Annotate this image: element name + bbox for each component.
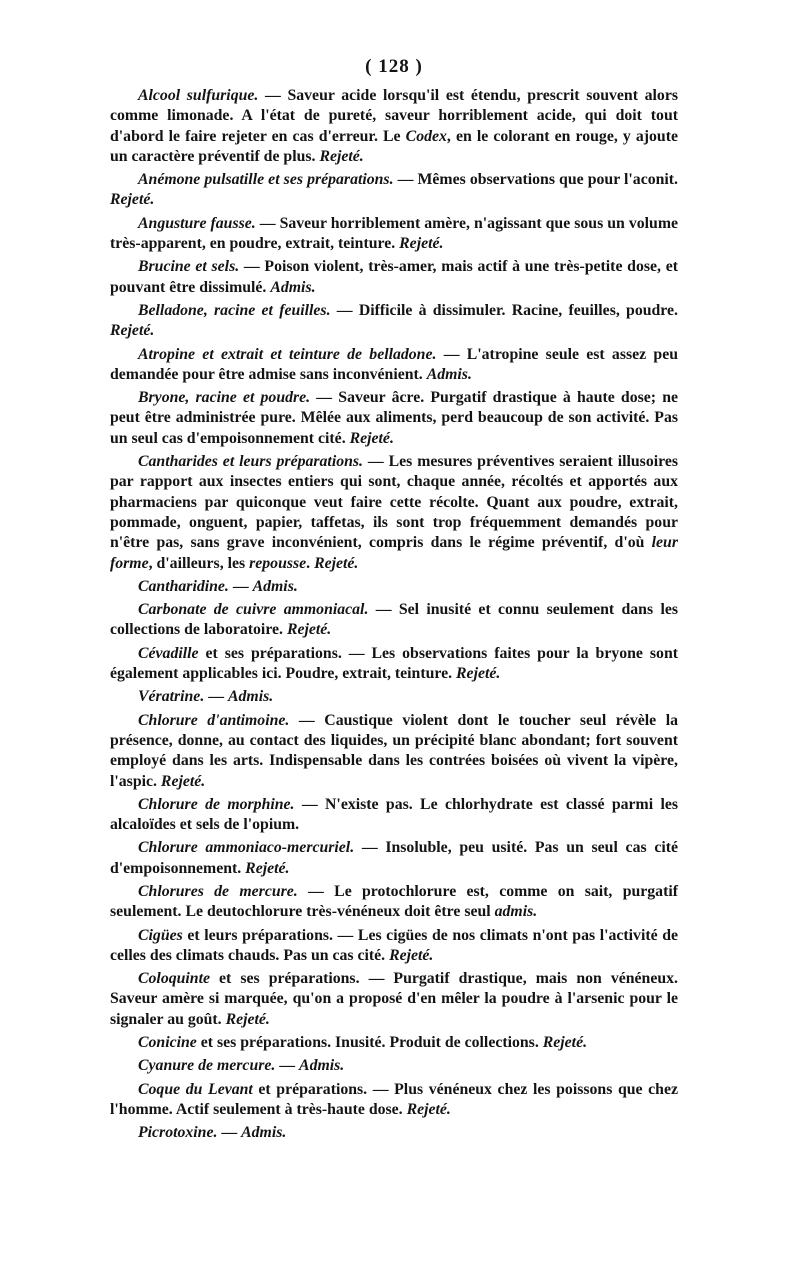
entry (110, 1080, 678, 1121)
entry-verdict: Rejeté. (225, 1010, 270, 1028)
entry (110, 214, 678, 255)
entry-verdict: Admis. (241, 1124, 287, 1142)
entry-verdict: Rejeté. (389, 946, 434, 964)
entry-text: — (275, 1057, 300, 1075)
entry (110, 838, 678, 879)
entry (110, 926, 678, 967)
entry (110, 577, 678, 597)
entries-list (110, 86, 678, 1144)
document-page (110, 56, 678, 1147)
entry-term: Carbonate de cuivre ammoniacal. (138, 601, 369, 619)
entry-term: Cyanure de mercure. (138, 1057, 276, 1075)
entry (110, 795, 678, 836)
entry-verdict: Rejeté. (314, 554, 359, 572)
entry-verdict: Admis. (299, 1057, 345, 1075)
entry-term: Cigües (138, 926, 183, 944)
entry-text: , d'ailleurs, les (148, 554, 250, 572)
entry-text: — (228, 577, 253, 595)
entry-term: Chlorure ammoniaco-mercuriel. (138, 839, 355, 857)
entry-text: — Sel inusité et connu seulement dans les collections de laboratoire. (110, 601, 678, 639)
entry-text: — (204, 688, 228, 706)
entry (110, 882, 678, 923)
entry-text: — N'existe pas. Le chlorhydrate est classé parmi les alcaloïdes et sels de l'opium. (110, 795, 678, 834)
entry-text: . (306, 554, 315, 572)
entry-verdict: Rejeté. (245, 859, 290, 877)
entry-text: — Difficile à dissimuler. Racine, feuilles, poudre. (330, 301, 678, 319)
entry-term: Atropine et extrait et teinture de belladone. (138, 345, 437, 363)
entry (110, 388, 678, 449)
entry (110, 711, 678, 792)
entry (110, 257, 678, 298)
entry-text: — Insoluble, peu usité. Pas un seul cas cité d'empoisonnement. (110, 839, 678, 877)
entry-text: et préparations. — Plus vénéneux chez les poissons que chez l'homme. Actif seulement à très-haute dose. (110, 1080, 678, 1118)
entry-verdict: Rejeté. (110, 191, 155, 209)
entry-term: Picrotoxine. (138, 1124, 218, 1142)
entry-text: et leurs préparations. — Les cigües de nos climats n'ont pas l'activité de celles des climats chauds. Pas un cas cité. (110, 926, 678, 964)
entry-verdict: Rejeté. (456, 665, 501, 683)
entry-term: Cantharidine. (138, 577, 229, 595)
entry-term: Cantharides et leurs préparations. (138, 453, 363, 471)
entry-verdict: Admis. (270, 278, 316, 296)
entry (110, 687, 678, 707)
entry-term: Angusture fausse. (138, 214, 256, 232)
entry-text: — Les mesures préventives seraient illusoires par rapport aux insectes entiers qui sont, chaque année, récoltés et apportés aux pharmaciens par quiconque veut faire cette récolte. Quant aux poudre, extrait, pommade, onguent, papier, taffetas, ils sont trop fréquemment demandés pour n'être pas, sans grave inconvénient, compris dans le régime préventif, d'où (110, 453, 678, 552)
entry-term: Cévadille (138, 644, 199, 662)
entry-term: Belladone, racine et feuilles. (138, 301, 331, 319)
entry (110, 644, 678, 685)
entry-text: — Saveur horriblement amère, n'agissant que sous un volume très-apparent, en poudre, extrait, teinture. (110, 214, 678, 253)
entry-text: — Poison violent, très-amer, mais actif à une très-petite dose, et pouvant être dissimulé. (110, 258, 678, 296)
entry-verdict: Admis. (227, 688, 274, 706)
entry-verdict: admis. (494, 903, 538, 921)
entry-text: — L'atropine seule est assez peu demandée pour être admise sans inconvénient. (110, 345, 678, 383)
entry-text: et ses préparations. — Purgatif drastique, mais non vénéneux. Saveur amère si marquée, qu'on a proposé d'en mêler la poudre à l'arsenic pour le signaler au goût. (110, 970, 678, 1028)
entry-term: Vératrine. (138, 688, 205, 706)
entry-italic: repousse (249, 554, 307, 572)
entry-verdict: Rejeté. (406, 1100, 451, 1118)
entry-term: Chlorure de morphine. (138, 795, 295, 813)
entry-verdict: Rejeté. (110, 322, 155, 340)
entry-italic: Codex (405, 127, 447, 145)
entry-term: Coque du Levant (138, 1080, 253, 1098)
entry-verdict: Rejeté. (542, 1034, 588, 1052)
entry-term: Bryone, racine et poudre. (138, 389, 311, 407)
entry-term: Alcool sulfurique. (138, 87, 259, 104)
entry-text: et ses préparations. — Les observations faites pour la bryone sont également applicables ici. Poudre, extrait, teinture. (110, 644, 678, 683)
entry (110, 86, 678, 167)
entry (110, 969, 678, 1030)
entry-italic: leur forme (110, 534, 678, 572)
entry (110, 1033, 678, 1053)
entry (110, 1056, 678, 1076)
entry (110, 170, 678, 211)
entry-verdict: Rejeté. (319, 147, 364, 165)
entry-term: Anémone pulsatille et ses préparations. (138, 171, 394, 189)
entry-text: — Caustique violent dont le toucher seul révèle la présence, donne, au contact des liquides, un précipité blanc abondant; fort souvent employé dans les arts. Indispensable dans les contrées boisées où vivent la vipère, l'aspic. (110, 711, 678, 790)
entry (110, 345, 678, 386)
entry-term: Chlorure d'antimoine. (138, 711, 290, 729)
entry-term: Brucine et sels. (138, 258, 240, 276)
entry-term: Chlorures de mercure. (138, 882, 298, 900)
entry-text: , en le colorant en rouge, y ajoute un caractère préventif de plus. (110, 127, 678, 165)
entry (110, 301, 678, 342)
entry (110, 452, 678, 574)
entry-text: — Le protochlorure est, comme on sait, purgatif seulement. Le deutochlorure très-vénéneux doit être seul (110, 882, 678, 921)
entry (110, 600, 678, 641)
entry-term: Coloquinte (138, 970, 210, 988)
entry-verdict: Rejeté. (349, 429, 394, 447)
page-number: ( 128 ) (365, 56, 423, 77)
entry-verdict: Admis. (426, 365, 472, 383)
entry-verdict: Rejeté. (399, 235, 444, 253)
entry-text: et ses préparations. Inusité. Produit de collections. (196, 1034, 543, 1052)
entry-verdict: Rejeté. (160, 772, 206, 790)
entry-text: — Saveur âcre. Purgatif drastique à haute dose; ne peut être administrée pure. Mêlée aux aliments, perd beaucoup de son activité. Pas un seul cas d'empoisonnement cité. (110, 389, 679, 447)
entry (110, 1123, 678, 1143)
entry-text: — (217, 1124, 242, 1142)
entry-verdict: Rejeté. (286, 621, 332, 639)
entry-text: — Mêmes observations que pour l'aconit. (393, 171, 678, 189)
entry-verdict: Admis. (252, 577, 298, 595)
entry-term: Conicine (138, 1034, 197, 1052)
entry-text: — Saveur acide lorsqu'il est étendu, prescrit souvent alors comme limonade. A l'état de pureté, saveur horriblement acide, qui doit tout d'abord le faire rejeter en cas d'erreur. Le (110, 87, 678, 145)
